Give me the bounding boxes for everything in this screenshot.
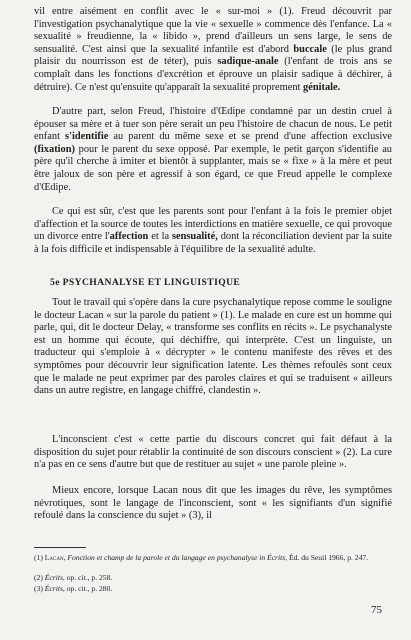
text-run: au parent du même sexe et se prend d'une affection exclusive <box>108 131 393 143</box>
text-run: pour le parent du sexe opposé. Par exemple, le petit garçon s'identifie au père qu'il cherche à imiter et bientôt à supplanter, mais se « fixe » à la mère et peut être jaloux de son père et agressif à son égard, ce que Freud appelle le complexe d'Œdipe. <box>34 143 392 193</box>
text-run: Tout le travail qui s'opère dans la cure psychanalytique repose comme le souligne le docteur Lacan « sur la parole du patient » (1). Le malade en cure est un homme qui parle, qui, dit le docteur Delay, « transforme ses conflits en récits ». Le psychanalyste est un homme qui écoute, qui déchiffre, qui interprète. C'est un linguiste, un traducteur qui s'emploie à « décrypter » le contenu manifeste des rêves et des symptômes pour découvrir leur signification latente. Les thèmes refoulés sont ceux que le malade ne peut exprimer par des paroles claires et qui se traduisent « ailleurs dans un autre registre, en langage chiffré, clandestin ». <box>34 297 392 397</box>
footnote-number: (1) <box>34 553 43 562</box>
footnote-number: (3) <box>34 584 43 593</box>
footnote-number: (2) <box>34 573 43 582</box>
text-run: et la <box>148 231 172 243</box>
bold-term: sadique-anale <box>217 56 279 68</box>
footnote-author: Lacan, <box>44 553 66 562</box>
bold-term: affection <box>109 231 149 243</box>
footnote-3 <box>34 584 394 594</box>
text-run: D'autre part, selon Freud, l'histoire d'Œdipe condamné par un destin cruel à épouser sa mère et à tuer son père serait un peu l'histoire de chacun de nous. Le petit enfant <box>34 106 392 143</box>
footnote-2 <box>34 573 394 583</box>
footnote-rest: op. cit., p. 258. <box>66 573 113 582</box>
paragraph-6 <box>34 485 392 523</box>
footnote-1 <box>34 553 394 563</box>
text-run: vil entre aisément en conflit avec le « sur-moi » (1). Freud découvrit par l'investigation psychanalytique que la vie « sexuelle » commence dès l'enfance. La « sexualité » freudienne, la « libido », prend d'ailleurs un sens large, le sens de sensualité. C'est ainsi que la sexualité infantile est d'abord <box>34 6 392 55</box>
bold-term: buccale <box>293 43 327 55</box>
text-run: (l'enfant de trois ans se complaît dans les fonctions d'excrétion et éprouve un plaisir sadique à déchirer, à détruire). Ce n'est qu'ensuite qu'apparaît la sexualité proprement <box>34 56 392 93</box>
footnote-title: Fonction et champ de la parole et du langage en psychanalyse in Écrits, <box>67 553 288 562</box>
footnote-rest: Éd. du Seuil 1966, p. 247. <box>288 553 369 562</box>
section-heading: 5e PSYCHANALYSE ET LINGUISTIQUE <box>50 277 241 288</box>
bold-term: (fixation) <box>34 143 75 155</box>
footnote-rest: op. cit., p. 280. <box>66 584 113 593</box>
bold-term: génitale. <box>303 81 341 93</box>
text-run: dont la réconciliation devient par la suite à la fois difficile et indispensable à l'équilibre de la sexualité adulte. <box>34 231 392 255</box>
bold-term: sensualité, <box>171 231 218 243</box>
footnote-title: Écrits, <box>44 584 65 593</box>
bold-term: s'identifie <box>65 131 109 143</box>
page-number: 75 <box>371 604 382 616</box>
paragraph-3 <box>34 206 392 256</box>
paragraph-4 <box>34 297 392 398</box>
paragraph-2 <box>34 106 392 194</box>
footnote-title: Écrits, <box>44 573 65 582</box>
paragraph-5 <box>34 434 392 472</box>
paragraph-1 <box>34 6 392 94</box>
text-run: (le plus grand plaisir du nourrisson est de téter), puis <box>34 43 392 68</box>
footnote-rule <box>34 547 86 548</box>
text-run: Ce qui est sûr, c'est que les parents sont pour l'enfant à la fois le premier objet d'affection et la source de toutes les interdictions en matière sexuelle, ce qui provoque un divorce entre l' <box>34 206 392 243</box>
text-run: Mieux encore, lorsque Lacan nous dit que les images du rêve, les symptômes névrotiques, sont le langage de l'inconscient, sont « les signifiants d'un signifié refoulé dans la conscience du sujet » (3), il <box>34 485 392 522</box>
text-run: L'inconscient c'est « cette partie du discours concret qui fait défaut à la disposition du sujet pour rétablir la continuité de son discours conscient » (2). La cure n'a pas en ce sens d'autre but que de restituer au sujet « une parole pleine ». <box>34 434 392 471</box>
